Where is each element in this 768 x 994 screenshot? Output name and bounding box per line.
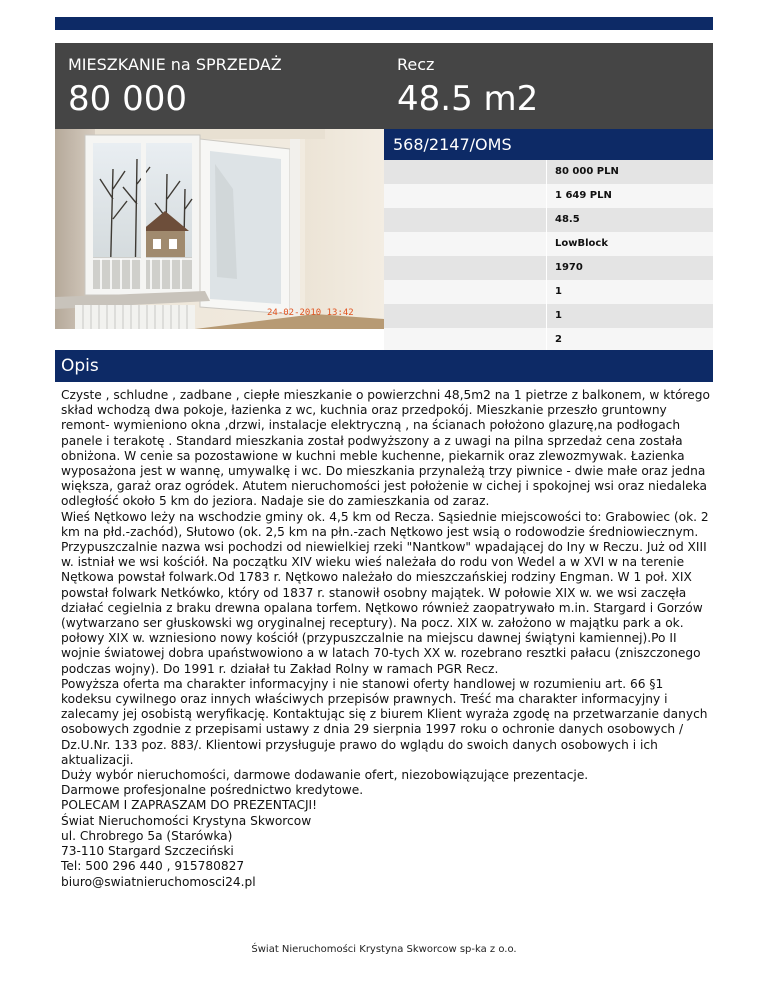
description-paragraph: Czyste , schludne , zadbane , ciepłe mieszkanie o powierzchni 48,5m2 na 1 pietrze z balkonem, w którego skład wchodzą dwa pokoje, łazienka z wc, kuchnia oraz przedpokój. Mieszkanie przeszło gruntowny remont- wymieniono okna ,drzwi, instalacje elektryczną , na ścianach położono glazurę,na podłogach panele i terakotę . Standard mieszkania został podwyższony a z uwagi na pilna sprzedaż cena została obniżona. W cenie sa pozostawione w kuchni meble kuchenne, piekarnik oraz zlewozmywak. Łazienka wyposażona jest w wannę, umywalkę i wc. Do mieszkania przynależą trzy piwnice - dwie małe oraz jedna większa, garaż oraz ogródek. Atutem nieruchomości jest położenie w cichej i spokojnej wsi oraz niedaleka odległość około 5 km do jeziora. Nadaje sie do zamieszkania od zaraz. [61, 388, 710, 509]
description-paragraph: Powyższa oferta ma charakter informacyjny i nie stanowi oferty handlowej w rozumieniu art. 66 §1 kodeksu cywilnego oraz innych właściwych przepisów prawnych. Treść ma charakter informacyjny i zalecamy jej osobistą weryfikację. Kontaktując się z biurem Klient wyraża zgodę na przetwarzanie danych osobowych zgodnie z przepisami ustawy z dnia 29 sierpnia 1997 roku o ochronie danych osobowych / Dz.U.Nr. 133 poz. 883/. Klientowi przysługuje prawo do wglądu do swoich danych osobowych i ich aktualizacji. [61, 676, 708, 767]
contact-email: biuro@swiatnieruchomosci24.pl [61, 874, 256, 889]
detail-value: 1970 [555, 262, 583, 273]
page-footer: Świat Nieruchomości Krystyna Skworcow sp-ka z o.o. [251, 944, 517, 955]
listing-header [55, 43, 713, 129]
detail-value: 1 [555, 286, 562, 297]
reference-bar [384, 129, 713, 160]
detail-row [384, 208, 713, 232]
contact-phone: Tel: 500 296 440 , 915780827 [61, 859, 245, 874]
detail-value: 2 [555, 334, 562, 345]
detail-row [384, 256, 713, 280]
detail-row [384, 160, 713, 184]
description-header [55, 350, 713, 382]
detail-value: 1 [555, 310, 562, 321]
reference-number: 568/2147/OMS [393, 135, 512, 154]
city-label: Recz [397, 55, 435, 74]
detail-row [384, 280, 713, 304]
contact-street: ul. Chrobrego 5a (Starówka) [61, 828, 233, 843]
description-paragraph: Duży wybór nieruchomości, darmowe dodawanie ofert, niezobowiązujące prezentacje. [61, 768, 589, 783]
detail-value: 1 649 PLN [555, 190, 612, 201]
detail-value: 48.5 [555, 214, 580, 225]
contact-company: Świat Nieruchomości Krystyna Skworcow [61, 813, 312, 828]
offer-block [68, 55, 282, 119]
apartment-photo-image [55, 129, 384, 329]
area-value: 48.5 m2 [397, 79, 539, 119]
detail-row [384, 328, 713, 352]
description-body [61, 388, 711, 890]
details-table [384, 160, 713, 352]
apartment-photo [55, 129, 384, 329]
detail-row [384, 232, 713, 256]
description-paragraph: Wieś Nętkowo leży na wschodzie gminy ok. 4,5 km od Recza. Sąsiednie miejscowości to: Grabowiec (ok. 2 km na płd.-zachód), Słutowo (ok. 2,5 km na płn.-zach Nętkowo jest wsią o rodowodzie średniowiecznym. Przypuszczalnie nazwa wsi pochodzi od niewielkiej rzeki "Nantkow" wpadającej do Iny w Reczu. Już od XIII w. istniał we wsi kościół. Na początku XIV wieku wieś należała do rodu von Wedel a w XVI w na terenie Nętkowa powstał folwark.Od 1783 r. Nętkowo należało do mieszczańskiej rodziny Engman. W 1 poł. XIX powstał folwark Netkówko, który od 1837 r. stanowił osobny majątek. W połowie XIX w. we wsi zaczęła działać cegielnia z braku drewna opalana torfem. Nętkowo również zaopatrywało m.in. Stargard i Gorzów (wytwarzano ser głuskowski wg oryginalnej receptury). Na pocz. XIX w. założono w majątku park a ok. połowy XIX w. wzniesiono nowy kościół (przypuszczalnie na miejscu dawnej świątyni kamiennej).Po II wojnie światowej dobra upaństwowiono a w latach 70-tych XX w. rozebrano resztki pałacu (zniszczonego podczas wojny). Do 1991 r. działał tu Zakład Rolny w ramach PGR Recz. [61, 509, 709, 676]
description-paragraph: Darmowe profesjonalne pośrednictwo kredytowe. [61, 783, 364, 798]
contact-city: 73-110 Stargard Szczeciński [61, 844, 234, 859]
location-block [397, 55, 538, 119]
price-value: 80 000 [68, 79, 187, 119]
description-title: Opis [61, 356, 99, 376]
offer-type-label: MIESZKANIE na SPRZEDAŻ [68, 55, 282, 74]
description-paragraph: POLECAM I ZAPRASZAM DO PREZENTACJI! [61, 798, 318, 813]
detail-value: LowBlock [555, 238, 608, 249]
photo-timestamp: 24-02-2010 13:42 [267, 308, 354, 318]
detail-value: 80 000 PLN [555, 166, 619, 177]
detail-row [384, 184, 713, 208]
detail-row [384, 304, 713, 328]
top-accent-bar [55, 17, 713, 30]
